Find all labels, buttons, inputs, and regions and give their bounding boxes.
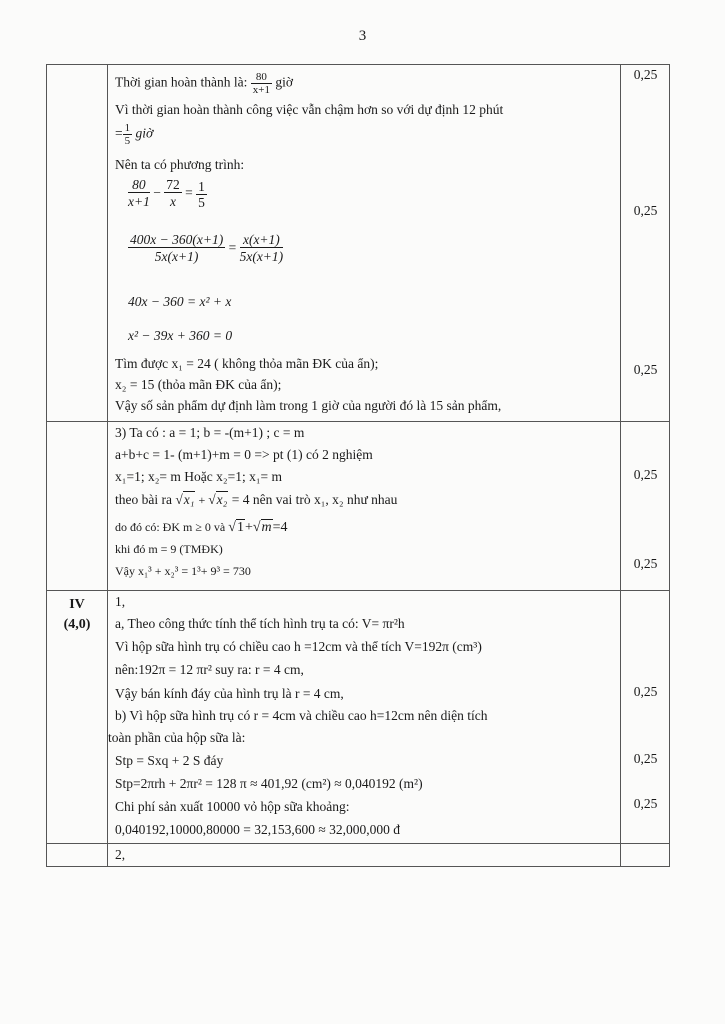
part-cell-empty [47, 65, 108, 422]
roots-line: x₁=1; x₂= m Hoặc x₂=1; x₁= m [115, 469, 283, 484]
conclusion-line: Vậy số sản phẩm dự định làm trong 1 giờ của người đó là 15 sản phẩm, [115, 398, 502, 413]
equation-2: $\frac{400x - 360(x+1)}{5x(x+1)}$ = $\frac{x(x+1)}{5x(x+1)}$ [130, 232, 284, 264]
radius-calc-line: nên:192π = 12 πr² suy ra: r = 4 cm, [115, 662, 304, 677]
equation-4: x² − 39x + 360 = 0 [128, 328, 233, 343]
score: 0,25 [633, 203, 658, 218]
equation-intro: Nên ta có phương trình: [115, 157, 245, 172]
surface-value-line: Stp=2πrh + 2πr² = 128 π ≈ 401,92 (cm²) ≈ 0,040192 (m²) [115, 776, 423, 791]
cube-sum-line: Vậy x₁³ + x₂³ = 1³+ 9³ = 730 [115, 564, 251, 578]
surface-formula-line: Stp = Sxq + 2 S đáy [115, 753, 224, 768]
fraction-one-fifth: $\frac{1}{5}$ [124, 122, 131, 147]
root-x2-line: x₂ = 15 (thỏa mãn ĐK của ẩn); [115, 377, 282, 392]
surface-intro-line: b) Vì hộp sữa hình trụ có r = 4cm và chiều cao h=12cm nên diện tích [115, 708, 488, 723]
part-label: IV [69, 597, 85, 612]
row-equation-solution [47, 65, 670, 422]
fraction-80-x1: $\frac{80}{x+1}$ [252, 71, 270, 96]
part-cell-empty [47, 422, 108, 591]
part-cell-empty [47, 844, 108, 867]
given-line: Vì hộp sữa hình trụ có chiều cao h =12cm và thể tích V=192π (cm³) [115, 639, 482, 654]
row-subpart-2 [47, 844, 670, 867]
condition-line: theo bài ra √x₁ + √x₂ = 4 nên vai trò x₁, x₂ như nhau [115, 492, 398, 507]
score: 0,25 [633, 684, 658, 699]
subpart-2-label: 2, [115, 847, 126, 862]
surface-intro-line-2: toàn phần của hộp sữa là: [108, 730, 246, 745]
page-number: 3 [358, 28, 367, 44]
row-part-iv [47, 591, 670, 844]
domain-line: do đó có: ĐK m ≥ 0 và √1+√m=4 [115, 520, 288, 535]
solution-cell [108, 844, 621, 867]
cost-intro-line: Chi phí sản xuất 10000 vỏ hộp sữa khoảng: [115, 799, 350, 814]
equation-3: 40x − 360 = x² + x [128, 294, 232, 309]
score: 0,25 [633, 796, 658, 811]
solution-cell [108, 65, 621, 422]
score: 0,25 [633, 67, 658, 82]
equation-1: $\frac{80}{x+1}$ − $\frac{72}{x}$ = $\frac{1}{5}$ [128, 177, 205, 210]
score-cell [621, 591, 670, 844]
score: 0,25 [633, 556, 658, 571]
completion-time-line: Thời gian hoàn thành là: $\frac{80}{x+1}$ giờ [115, 71, 293, 96]
m-value-line: khi đó m = 9 (TMĐK) [115, 542, 223, 556]
score-cell [621, 844, 670, 867]
score: 0,25 [633, 362, 658, 377]
row-vieta-solution [47, 422, 670, 591]
coefficients-line: 3) Ta có : a = 1; b = -(m+1) ; c = m [115, 425, 305, 440]
subpart-1-label: 1, [115, 594, 126, 609]
radius-result-line: Vậy bán kính đáy của hình trụ là r = 4 cm, [115, 686, 344, 701]
solution-cell [108, 591, 621, 844]
answer-table [46, 64, 670, 867]
part-points: (4,0) [63, 617, 91, 632]
part-iv-cell [47, 591, 108, 844]
sum-check-line: a+b+c = 1- (m+1)+m = 0 => pt (1) có 2 nghiệm [115, 447, 373, 462]
cost-result-line: 0,040192,10000,80000 = 32,153,600 ≈ 32,000,000 đ [115, 822, 401, 837]
root-x1-line: Tìm được x₁ = 24 ( không thỏa mãn ĐK của ẩn); [115, 356, 379, 371]
solution-cell [108, 422, 621, 591]
score-cell [621, 422, 670, 591]
volume-formula-line: a, Theo công thức tính thể tích hình trụ ta có: V= πr²h [115, 616, 405, 631]
delay-line: Vì thời gian hoàn thành công việc vẫn chậm hơn so với dự định 12 phút [115, 102, 504, 117]
score: 0,25 [633, 467, 658, 482]
score: 0,25 [633, 751, 658, 766]
twelve-minutes-line: = $\frac{1}{5}$ giờ [115, 122, 154, 147]
score-cell [621, 65, 670, 422]
